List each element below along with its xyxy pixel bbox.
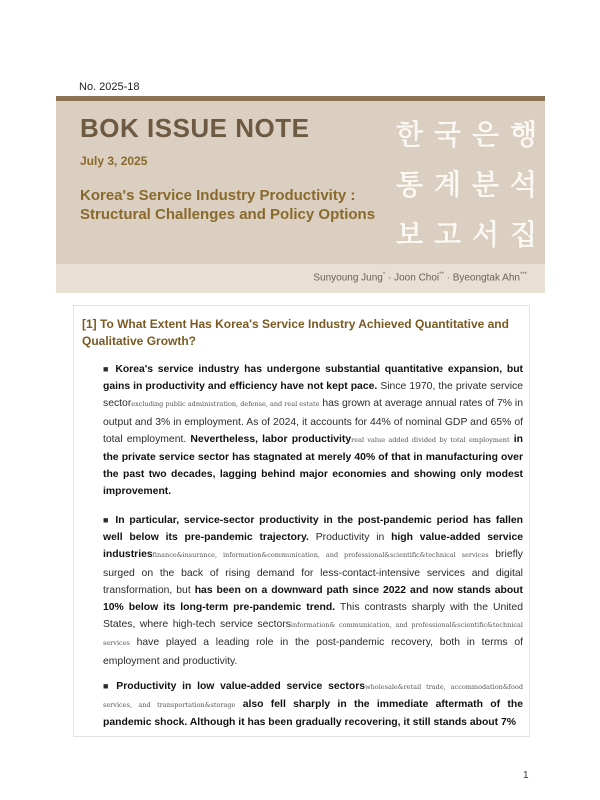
paragraph-bold-text: Nevertheless, labor productivity bbox=[190, 433, 352, 445]
korean-char: 고 bbox=[434, 218, 462, 251]
paragraph-text: Since 1970, the private service sector bbox=[103, 381, 523, 410]
paragraph-footnote: finance&insurance, information&communication, and professional&scientific&technical services bbox=[152, 551, 489, 560]
publication-date: July 3, 2025 bbox=[80, 154, 148, 168]
paragraph-bold-text: has been on a downward path since 2022 and now stands about 10% below its long-term pre-pandemic trend. bbox=[103, 584, 523, 614]
paragraph-bold-text: high value-added service industries bbox=[103, 532, 524, 561]
paragraph-bold-text: In particular, service-sector productivity in the post-pandemic period has fallen well below its pre-pandemic trajectory. bbox=[103, 515, 524, 544]
page-number: 1 bbox=[523, 770, 529, 781]
paragraph-footnote: excluding public administration, defense, and real estate bbox=[131, 400, 320, 409]
paragraph-1 bbox=[103, 361, 523, 501]
korean-char: 통 bbox=[396, 168, 424, 201]
korean-char: 서 bbox=[472, 218, 500, 251]
square-bullet-icon: ■ bbox=[103, 364, 111, 374]
content-box bbox=[73, 305, 530, 737]
author-separator: · bbox=[385, 272, 395, 284]
paragraph-footnote: information& communication, and professional&scientific&technical services bbox=[103, 621, 523, 648]
author-name: Joon Choi bbox=[394, 272, 440, 284]
paragraph-text: has grown at average annual rates of 7% in output and 3% in employment. As of 2024, it accounts for 44% of nominal GDP and 65% of total employment. bbox=[103, 398, 524, 445]
paragraph-bold-text: Productivity in low value-added service sectors bbox=[116, 681, 366, 692]
korean-char: 분 bbox=[472, 168, 500, 201]
author-list bbox=[313, 272, 527, 283]
issue-number: No. 2025-18 bbox=[79, 81, 140, 93]
note-subtitle: Korea's Service Industry Productivity : Structural Challenges and Policy Options bbox=[80, 187, 376, 223]
paragraph-bold-text: Korea's service industry has undergone substantial quantitative expansion, but gains in productivity and efficiency have not kept pace. bbox=[103, 364, 524, 393]
korean-char: 집 bbox=[510, 218, 538, 251]
korean-char: 행 bbox=[510, 118, 538, 151]
korean-char: 석 bbox=[510, 168, 538, 201]
author-mark: *** bbox=[519, 272, 527, 278]
note-title: BOK ISSUE NOTE bbox=[80, 113, 310, 143]
korean-char: 보 bbox=[396, 218, 424, 251]
author-name: Sunyoung Jung bbox=[313, 272, 383, 284]
paragraph-text: This contrasts sharply with the United States, where high-tech service sectors bbox=[103, 602, 523, 631]
section-heading: [1] To What Extent Has Korea's Service Industry Achieved Quantitative and Qualitative Growth? bbox=[82, 317, 509, 348]
korean-char: 계 bbox=[434, 168, 462, 201]
author-mark: ** bbox=[439, 272, 444, 278]
author-strip bbox=[56, 264, 545, 293]
author-name: Byeongtak Ahn bbox=[452, 272, 520, 284]
korean-char: 국 bbox=[434, 118, 462, 151]
author-mark: * bbox=[382, 272, 386, 278]
korean-char: 은 bbox=[472, 118, 500, 151]
paragraph-footnote: wholesale&retail trade, accommodation&food services, and transportation&storage bbox=[103, 683, 523, 710]
author-separator: · bbox=[443, 272, 453, 284]
paragraph-3 bbox=[103, 678, 523, 732]
paragraph-bold-text: also fell sharply in the immediate aftermath of the pandemic shock. Although it has been gradually recovering, it still stands about 7% bbox=[103, 699, 524, 729]
paragraph-text: Productivity in bbox=[308, 532, 392, 544]
title-banner bbox=[56, 101, 545, 264]
korean-title-graphic bbox=[394, 113, 544, 253]
paragraph-bold-text: in the private service sector has stagnated at merely 40% of that in manufacturing over the past two decades, lagging behind major economies and showing only modest improvement. bbox=[103, 433, 523, 498]
paragraph-text: have played a leading role in the post-pandemic recovery, both in terms of employment and productivity. bbox=[103, 637, 523, 667]
paragraph-text: briefly surged on the back of rising demand for less-contact-intensive services and digital transformation, but bbox=[103, 549, 523, 596]
square-bullet-icon: ■ bbox=[103, 515, 111, 525]
korean-char: 한 bbox=[396, 118, 424, 151]
paragraph-footnote: real value added divided by total employment bbox=[351, 435, 510, 444]
paragraph-2 bbox=[103, 512, 523, 670]
square-bullet-icon: ■ bbox=[103, 681, 112, 691]
